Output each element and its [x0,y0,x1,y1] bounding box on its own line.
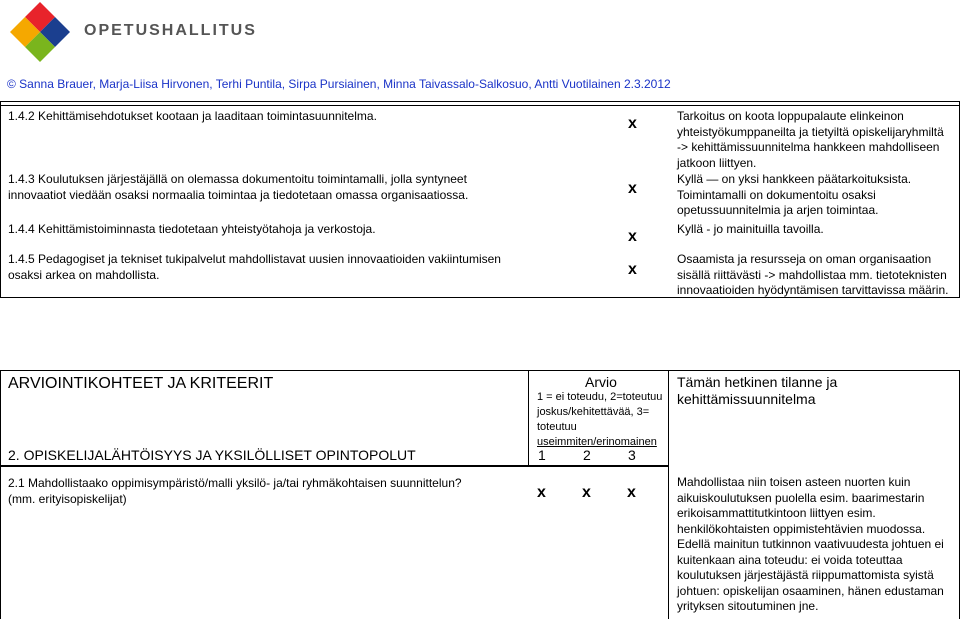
table-title: ARVIOINTIKOHTEET JA KRITEERIT [8,375,274,392]
comment-1-4-3: Kyllä — on yksi hankkeen päätarkoituksista. Toimintamalli on dokumentoitu osaksi opetussuunnitelmia ja arjen toimintaa. [677,172,912,217]
section-heading: 2. OPISKELIJALÄHTÖISYYS JA YKSILÖLLISET OPINTOPOLUT [8,447,416,463]
status-title: Tämän hetkinen tilanne ja kehittämissuunnitelma [677,374,838,407]
criterion-2-1: 2.1 Mahdollistaako oppimisympäristö/malli yksilö- ja/tai ryhmäkohtaisen suunnittelun? (mm. erityisopiskelijat) [8,476,462,506]
mark-1-4-5: x [628,261,637,278]
arvio-description: 1 = ei toteudu, 2=toteutuu joskus/kehitettävää, 3= toteutuu useimmiten/erinomainen [537,391,663,448]
mark-2-1-score-1: x [537,484,546,501]
criterion-1-4-5: 1.4.5 Pedagogiset ja tekniset tukipalvelut mahdollistavat uusien innovaatioiden vakiintumisen osaksi arkea on mahdollista. [8,252,501,282]
mark-1-4-2: x [628,115,637,132]
comment-1-4-2: Tarkoitus on koota loppupalaute elinkeinon yhteistyökumppaneilta ja tietyiltä opiskelijaryhmiltä -> kehittämissuunnitelma hankkeen mahdolliseen jatkoon liittyen. [677,109,944,170]
logo-diamond-icon [0,0,80,64]
criterion-1-4-2: 1.4.2 Kehittämisehdotukset kootaan ja laaditaan toimintasuunnitelma. [8,109,377,123]
mark-2-1-score-3: x [627,484,636,501]
comment-1-4-4: Kyllä - jo mainituilla tavoilla. [677,222,824,236]
mark-2-1-score-2: x [582,484,591,501]
mark-1-4-4: x [628,228,637,245]
scale-1: 1 [538,447,546,463]
mark-1-4-3: x [628,180,637,197]
logo-text: OPETUSHALLITUS [84,22,257,39]
scale-2: 2 [583,447,591,463]
comment-2-1: Mahdollistaa niin toisen asteen nuorten kuin aikuiskoulutuksen puolella esim. baarimestarin erikoisammattitutkintoon liittyen esim. henkilökohtaisten oppimistehtävien muodossa. Edellä mainitun tutkinnon vaativuudesta johtuen ei kuitenkaan aina toteudu: ei voida toteuttaa koulutuksen järjestäjästä riippumattomista syistä johtuen: opiskelijan osaaminen, hänen edustaman yrityksen sitoutuminen jne. [677,475,944,613]
authors-line: © Sanna Brauer, Marja-Liisa Hirvonen, Terhi Puntila, Sirpa Pursiainen, Minna Taivassalo-Salkosuo, Antti Vuotilainen 2.3.2012 [7,77,671,91]
criterion-1-4-3: 1.4.3 Koulutuksen järjestäjällä on olemassa dokumentoitu toimintamalli, jolla syntyneet innovaatiot viedään osaksi normaalia toimintaa ja tiedotetaan omassa organisaatiossa. [8,172,469,202]
comment-1-4-5: Osaamista ja resursseja on oman organisaation sisällä riittävästi -> mahdollistaa mm. tietoteknisten innovaatioiden hyödyntämisen tarvittavissa määrin. [677,252,949,297]
scale-3: 3 [628,447,636,463]
arvio-title: Arvio [585,374,617,390]
criterion-1-4-4: 1.4.4 Kehittämistoiminnasta tiedotetaan yhteistyötahoja ja verkostoja. [8,222,376,236]
